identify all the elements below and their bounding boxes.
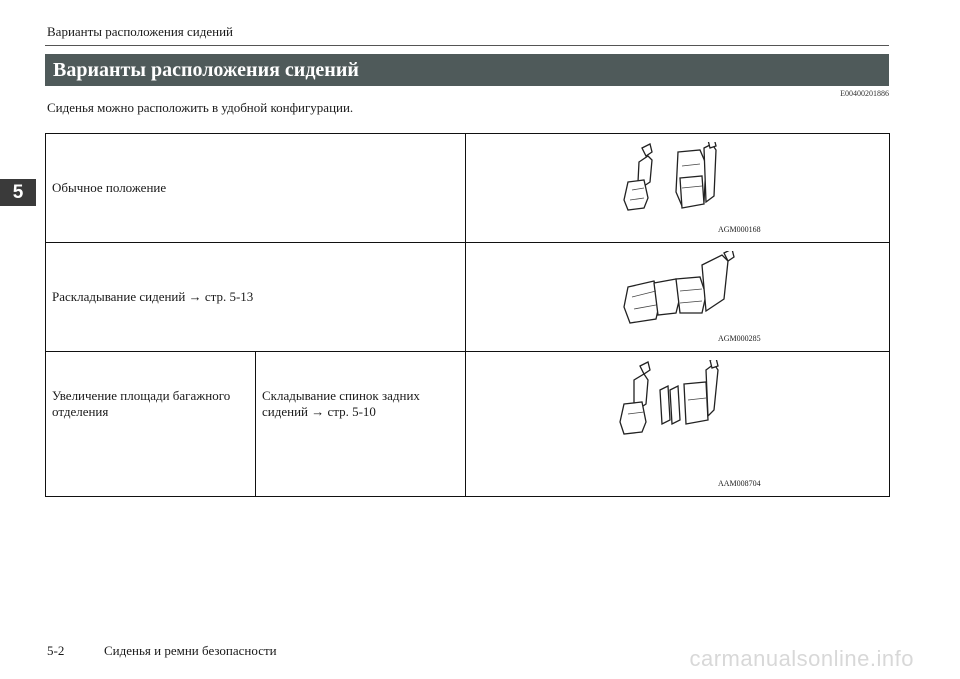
illustration-cell (466, 352, 890, 497)
header-divider (45, 45, 889, 46)
intro-text: Сиденья можно расположить в удобной конфигурации. (47, 100, 354, 115)
row-label: Раскладывание сидений → стр. 5-13 (46, 243, 466, 352)
illustration-cell (466, 243, 890, 352)
image-code: AAM008704 (718, 479, 761, 488)
seats-rear-folded-icon (614, 360, 734, 442)
row-label: Увеличение площади багажного отделения (46, 352, 256, 497)
doc-code: E00400201886 (840, 89, 889, 98)
row-sublabel: Складывание спинок задних сидений → стр. 5-10 (256, 352, 466, 497)
footer-section: Сиденья и ремни безопасности (104, 643, 277, 658)
table-row (46, 243, 890, 352)
seats-normal-icon (614, 142, 734, 222)
table-row (46, 134, 890, 243)
watermark: carmanualsonline.info (689, 646, 914, 671)
table-row (46, 352, 890, 497)
page-number: 5-2 (47, 643, 65, 658)
seat-layout-table (45, 133, 890, 497)
image-code: AGM000168 (718, 225, 761, 234)
seats-folded-flat-icon (614, 251, 739, 333)
chapter-tab[interactable]: 5 (0, 179, 36, 206)
image-code: AGM000285 (718, 334, 761, 343)
illustration-cell (466, 134, 890, 243)
running-head: Варианты расположения сидений (47, 24, 233, 39)
row-label: Обычное положение (46, 134, 466, 243)
section-title: Варианты расположения сидений (45, 54, 889, 86)
